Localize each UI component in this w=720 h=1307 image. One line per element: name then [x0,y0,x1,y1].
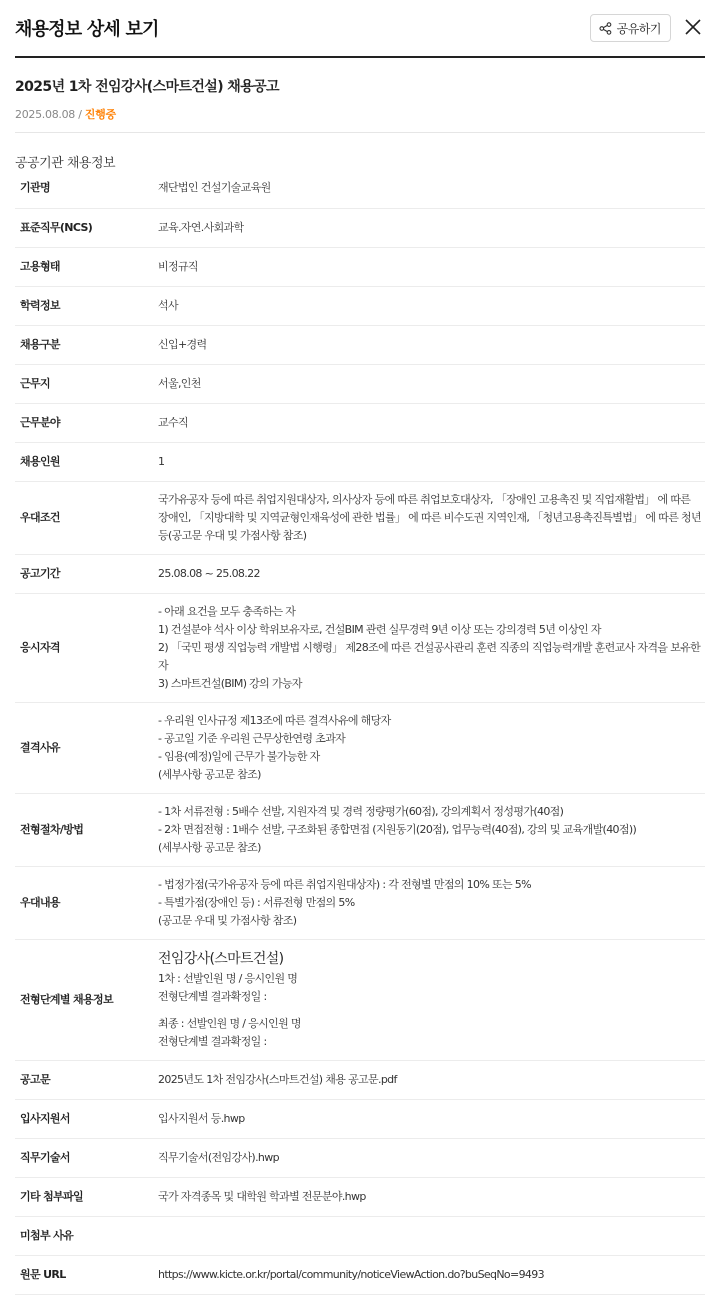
application-file-link[interactable]: 입사지원서 등.hwp [152,1099,705,1138]
table-row [15,481,705,554]
page-title: 채용정보 상세 보기 [15,19,159,40]
source-url-link[interactable]: https://www.kicte.or.kr/portal/community/noticeViewAction.do?buSeqNo=9493 [152,1255,705,1294]
post-date: 2025.08.08 [15,108,75,121]
row-label: 채용구분 [15,325,152,364]
row-value: 석사 [152,286,705,325]
job-description-file-link[interactable]: 직무기술서(전임강사).hwp [152,1138,705,1177]
row-label: 입사지원서 [15,1099,152,1138]
share-icon [599,22,612,35]
row-label: 기타 첨부파일 [15,1177,152,1216]
share-button[interactable] [590,14,671,42]
table-row [15,1138,705,1177]
row-label: 전형단계별 채용정보 [15,939,152,1060]
stage-gap [158,1006,705,1015]
text-line: - 아래 요건을 모두 충족하는 자 [158,604,296,618]
table-row [15,247,705,286]
text-line: 2) 「국민 평생 직업능력 개발법 시행령」 제28조에 따른 건설공사관리 훈련 직종의 직업능력개발 훈련교사 자격을 보유한 자 [158,640,701,672]
table-row [15,939,705,1060]
stage-final-date: 전형단계별 결과확정일 : [158,1034,267,1048]
post-heading [15,58,705,133]
attachment-file-link[interactable]: 국가 자격종목 및 대학원 학과별 전문분야.hwp [152,1177,705,1216]
row-value: 신입+경력 [152,325,705,364]
stage-first-date: 전형단계별 결과확정일 : [158,989,267,1003]
header-actions [590,14,705,42]
table-row [15,1177,705,1216]
table-row [15,1099,705,1138]
table-row [15,593,705,702]
row-label: 직무기술서 [15,1138,152,1177]
text-line: - 2차 면접전형 : 1배수 선발, 구조화된 종합면접 (지원동기(20점), 업무능력(40점), 강의 및 교육개발(40점)) [158,822,637,836]
table-row [15,364,705,403]
text-line: 등(공고문 우대 및 가점사항 참조) [158,528,307,542]
text-line: - 특별가점(장애인 등) : 서류전형 만점의 5% [158,895,355,909]
row-label: 고용형태 [15,247,152,286]
row-value [152,702,705,793]
close-icon [684,18,702,39]
row-label: 근무분야 [15,403,152,442]
row-value [152,866,705,939]
post-meta [15,106,705,122]
row-value [152,593,705,702]
row-value: 서울,인천 [152,364,705,403]
text-line: 장애인, 「지방대학 및 지역균형인재육성에 관한 법률」 에 따른 비수도권 지역인재, 「청년고용촉진특별법」 에 따른 청년 [158,510,701,524]
row-label: 결격사유 [15,702,152,793]
table-row [15,793,705,866]
text-line: - 1차 서류전형 : 5배수 선발, 지원자격 및 경력 정량평가(60점), 강의계획서 정성평가(40점) [158,804,564,818]
stage-first-line: 1차 : 선발인원 명 / 응시인원 명 [158,971,298,985]
row-label: 학력정보 [15,286,152,325]
table-row [15,325,705,364]
text-line: (공고문 우대 및 가점사항 참조) [158,913,297,927]
table-row [15,169,705,208]
row-value: 1 [152,442,705,481]
row-label: 기관명 [15,169,152,208]
text-line: (세부사항 공고문 참조) [158,767,261,781]
post-meta-separator: / [78,108,82,121]
table-row [15,208,705,247]
text-line: - 우리원 인사규정 제13조에 따른 결격사유에 해당자 [158,713,391,727]
close-button[interactable] [681,16,705,40]
row-label: 우대조건 [15,481,152,554]
table-row [15,1255,705,1294]
row-value [152,481,705,554]
table-row [15,866,705,939]
text-line: 1) 건설분야 석사 이상 학위보유자로, 건설BIM 관련 실무경력 9년 이상 또는 강의경력 5년 이상인 자 [158,622,601,636]
stage-final-line: 최종 : 선발인원 명 / 응시인원 명 [158,1016,301,1030]
row-label: 전형절차/방법 [15,793,152,866]
table-row [15,702,705,793]
table-row [15,442,705,481]
table-row [15,554,705,593]
text-line: - 공고일 기준 우리원 근무상한연령 초과자 [158,731,346,745]
text-line: 3) 스마트건설(BIM) 강의 가능자 [158,676,302,690]
job-info-table [15,169,705,1295]
post-title: 2025년 1차 전임강사(스마트건설) 채용공고 [15,79,279,95]
row-value: 재단법인 건설기술교육원 [152,169,705,208]
row-value [152,1216,705,1255]
row-label: 표준직무(NCS) [15,208,152,247]
row-value [152,793,705,866]
text-line: (세부사항 공고문 참조) [158,840,261,854]
notice-file-link[interactable]: 2025년도 1차 전임강사(스마트건설) 채용 공고문.pdf [152,1060,705,1099]
row-label: 근무지 [15,364,152,403]
table-row [15,286,705,325]
table-row [15,1060,705,1099]
share-button-label: 공유하기 [616,21,661,36]
page-header [15,0,705,58]
row-label: 공고문 [15,1060,152,1099]
text-line: - 법정가점(국가유공자 등에 따른 취업지원대상자) : 각 전형별 만점의 10% 또는 5% [158,877,531,891]
table-row [15,1216,705,1255]
row-value [152,939,705,1060]
text-line: - 임용(예정)일에 근무가 불가능한 자 [158,749,320,763]
stage-position: 전임강사(스마트건설) [158,950,284,967]
text-line: 국가유공자 등에 따른 취업지원대상자, 의사상자 등에 따른 취업보호대상자, 「장애인 고용촉진 및 직업재활법」 에 따른 [158,492,691,506]
row-label: 원문 URL [15,1255,152,1294]
row-label: 우대내용 [15,866,152,939]
row-label: 채용인원 [15,442,152,481]
row-label: 공고기간 [15,554,152,593]
status-badge: 진행중 [84,108,116,121]
row-value: 교육.자연.사회과학 [152,208,705,247]
row-label: 응시자격 [15,593,152,702]
table-row [15,403,705,442]
row-label: 미첨부 사유 [15,1216,152,1255]
section-title: 공공기관 채용정보 [15,156,116,171]
row-value: 비정규직 [152,247,705,286]
row-value: 25.08.08 ~ 25.08.22 [152,554,705,593]
row-value: 교수직 [152,403,705,442]
